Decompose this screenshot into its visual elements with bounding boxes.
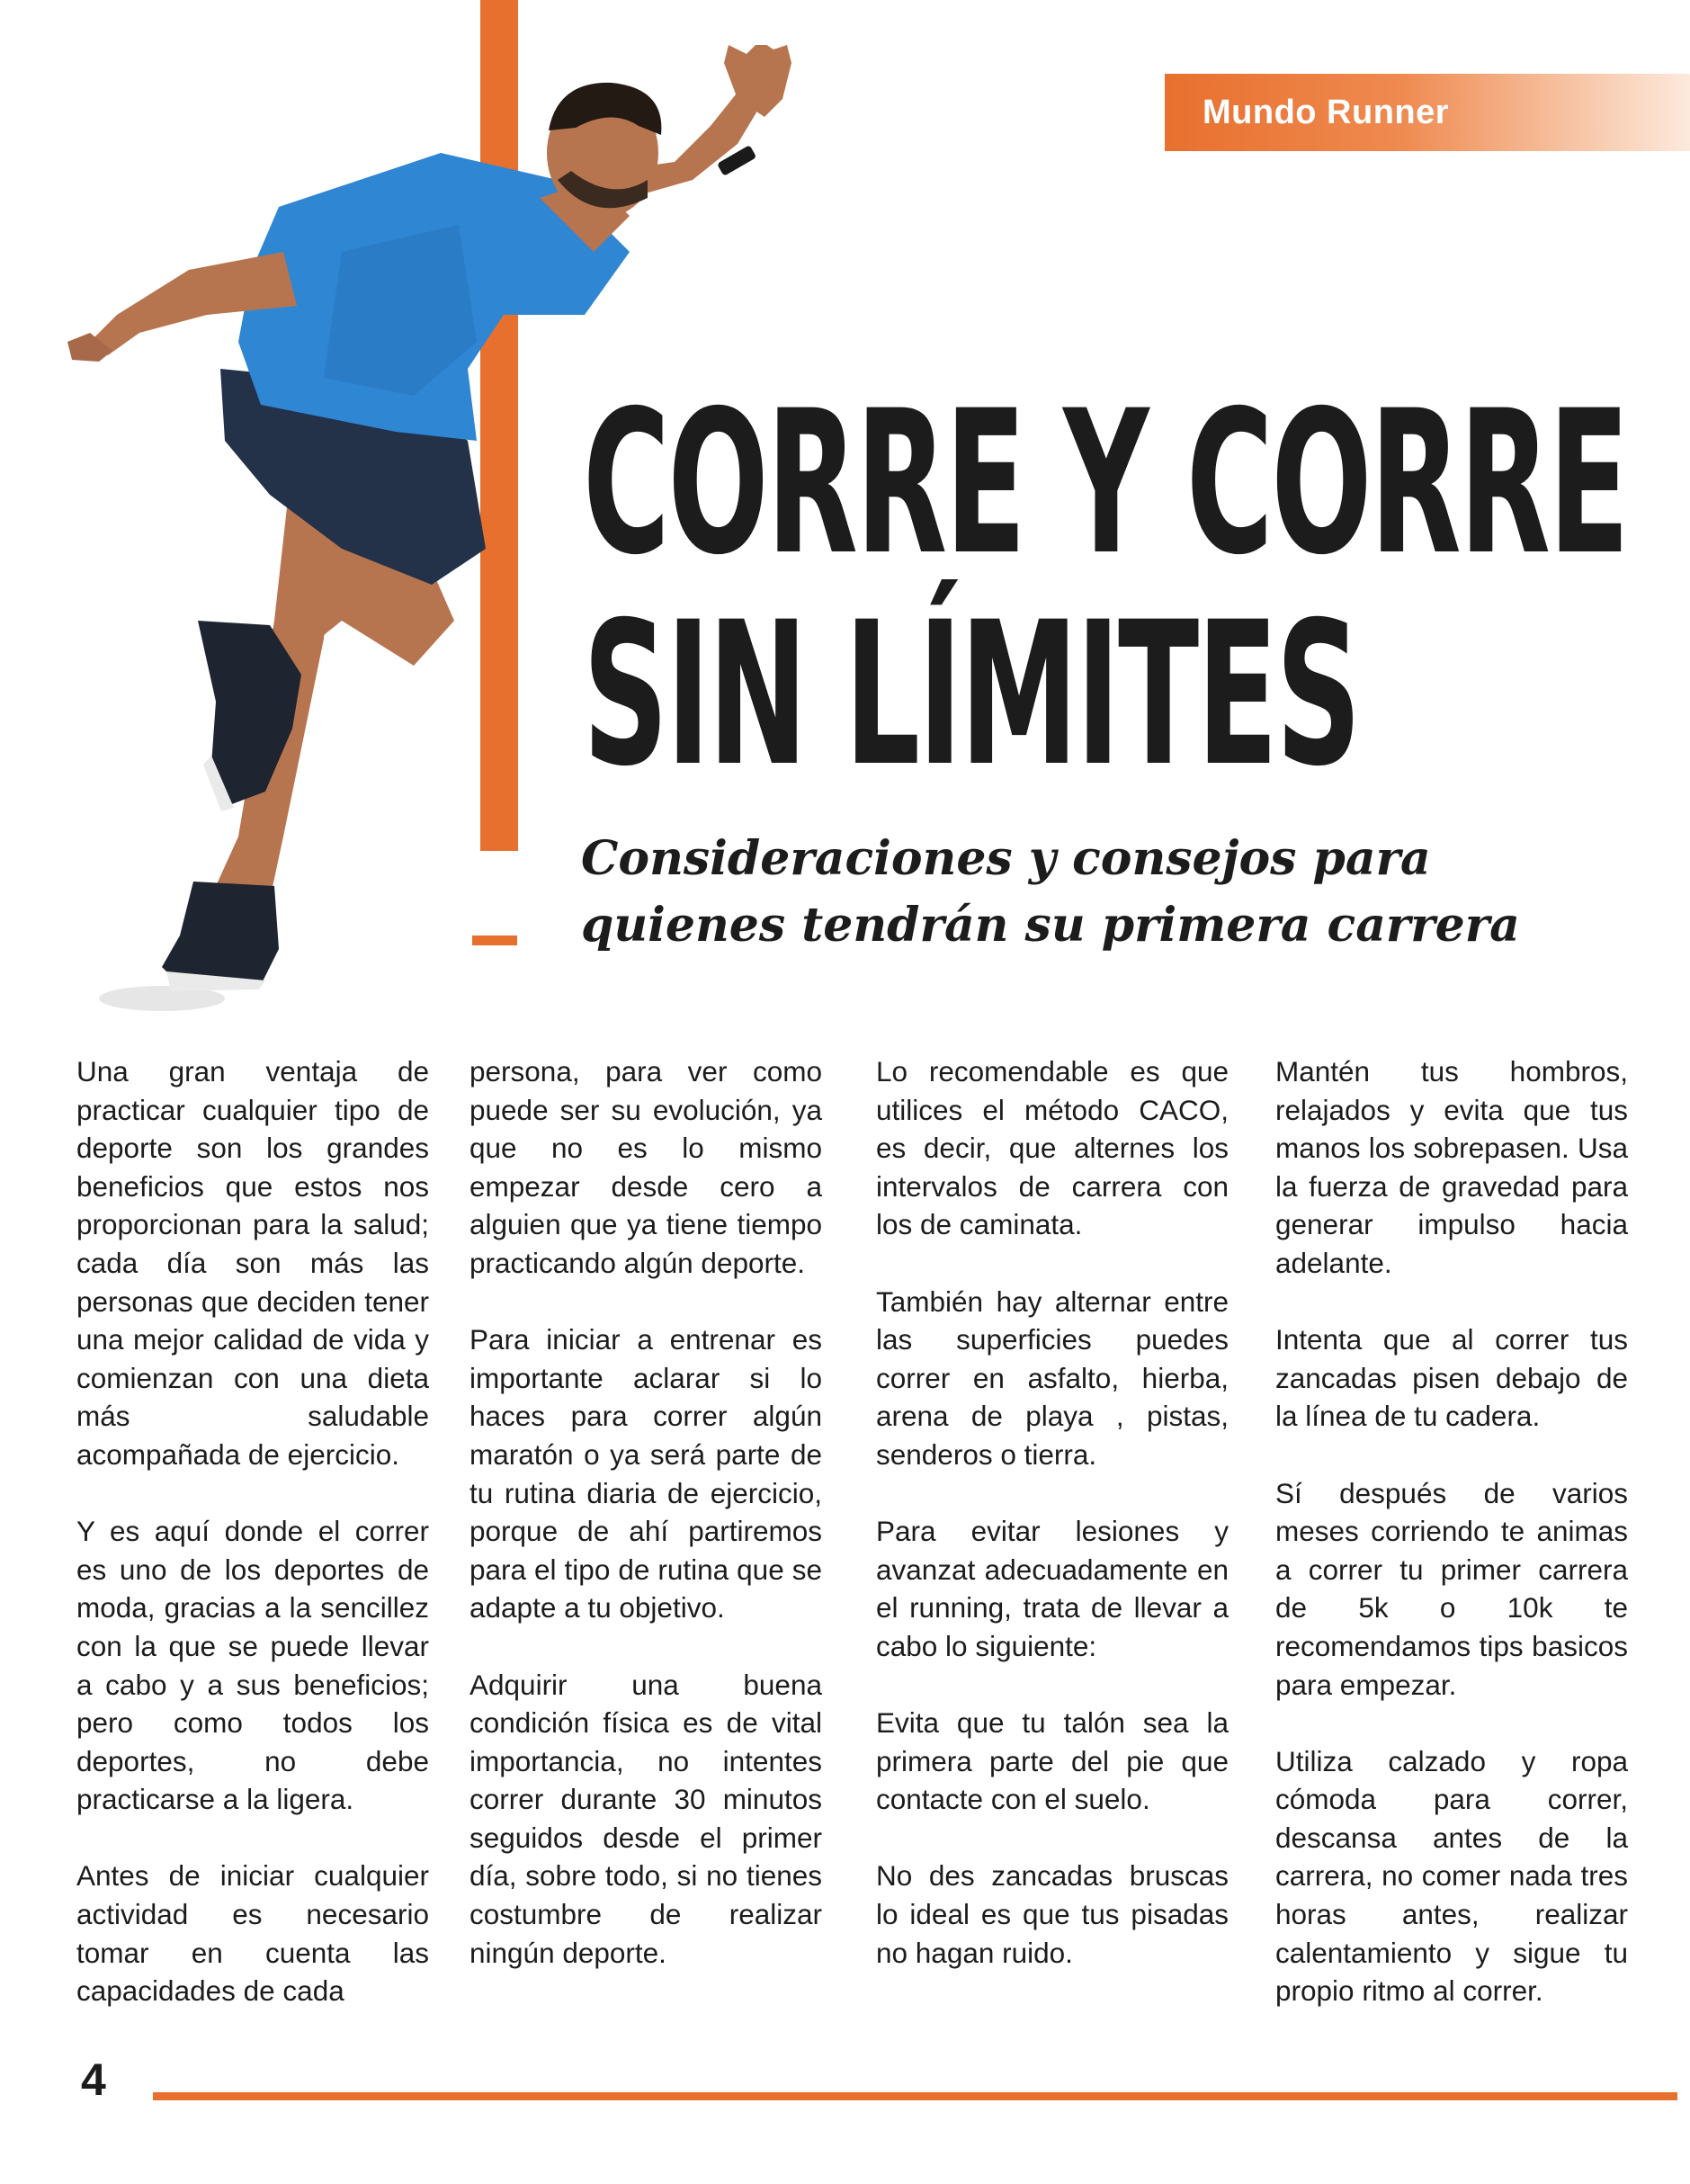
section-tag	[1165, 74, 1690, 151]
article-title	[583, 368, 1628, 810]
paragraph: Y es aquí donde el correr es uno de los deportes de moda, gracias a la sencillez con la que se puede llevar a cabo y a sus beneficios; pero como todos los deportes, no debe practicarse a la ligera.	[76, 1515, 429, 1816]
paragraph: Una gran ventaja de practicar cualquier tipo de deporte son los grandes beneficios que estos nos proporcionan para la salud; cada día son más las personas que deciden tener una mejor calidad de vida y comienzan con una dieta más saludable acompañada de ejercicio.	[76, 1055, 429, 1471]
paragraph: No des zancadas bruscas lo ideal es que tus pisadas no hagan ruido.	[876, 1859, 1229, 1969]
body-column-1	[76, 1052, 429, 2010]
footer-rule	[153, 2092, 1677, 2100]
article-subtitle-line-2: quienes tendrán su primera carrera	[581, 898, 1520, 953]
paragraph: Sí después de varios meses corriendo te animas a correr tu primer carrera de 5k o 10k te recomendamos tips basicos para empezar.	[1275, 1476, 1628, 1701]
paragraph: También hay alternar entre las superficies puedes correr en asfalto, hierba, arena de playa , pistas, senderos o tierra.	[876, 1284, 1229, 1471]
body-column-2	[469, 1052, 822, 1972]
paragraph: Para iniciar a entrenar es importante aclarar si lo haces para correr algún maratón o ya será parte de tu rutina diaria de ejercicio, porque de ahí partiremos para el tipo de rutina que se adapte a tu objetivo.	[469, 1323, 822, 1625]
article-subtitle	[581, 826, 1615, 959]
paragraph: Intenta que al correr tus zancadas pisen debajo de la línea de tu cadera.	[1275, 1323, 1628, 1433]
paragraph: Para evitar lesiones y avanzat adecuadamente en el running, trata de llevar a cabo lo siguiente:	[876, 1515, 1229, 1662]
paragraph: Adquirir una buena condición física es de vital importancia, no intentes correr durante 30 minutos seguidos desde el primer día, sobre todo, si no tienes costumbre de realizar ningún deporte.	[469, 1668, 822, 1969]
paragraph: persona, para ver como puede ser su evolución, ya que no es lo mismo empezar desde cero a alguien que ya tiene tiempo practicando algún deporte.	[469, 1055, 822, 1279]
body-column-3	[876, 1052, 1229, 1972]
paragraph: Evita que tu talón sea la primera parte del pie que contacte con el suelo.	[876, 1706, 1229, 1816]
paragraph: Utiliza calzado y ropa cómoda para correr, descansa antes de la carrera, no comer nada tres horas antes, realizar calentamiento y sigue tu propio ritmo al correr.	[1275, 1744, 1628, 2008]
paragraph: Antes de iniciar cualquier actividad es necesario tomar en cuenta las capacidades de cada	[76, 1859, 429, 2008]
page-number: 4	[81, 2054, 106, 2105]
section-tag-label: Mundo Runner	[1203, 93, 1450, 131]
article-title-line-2: SIN LÍMITES	[583, 579, 1360, 810]
body-column-4	[1275, 1052, 1628, 2010]
article-title-line-1: CORRE Y CORRE	[583, 368, 1628, 598]
paragraph: Lo recomendable es que utilices el método CACO, es decir, que alternes los intervalos de carrera con los de caminata.	[876, 1055, 1229, 1241]
paragraph: Mantén tus hombros, relajados y evita que tus manos los sobrepasen. Usa la fuerza de gravedad para generar impulso hacia adelante.	[1275, 1055, 1628, 1279]
article-subtitle-line-1: Consideraciones y consejos para	[581, 831, 1431, 886]
